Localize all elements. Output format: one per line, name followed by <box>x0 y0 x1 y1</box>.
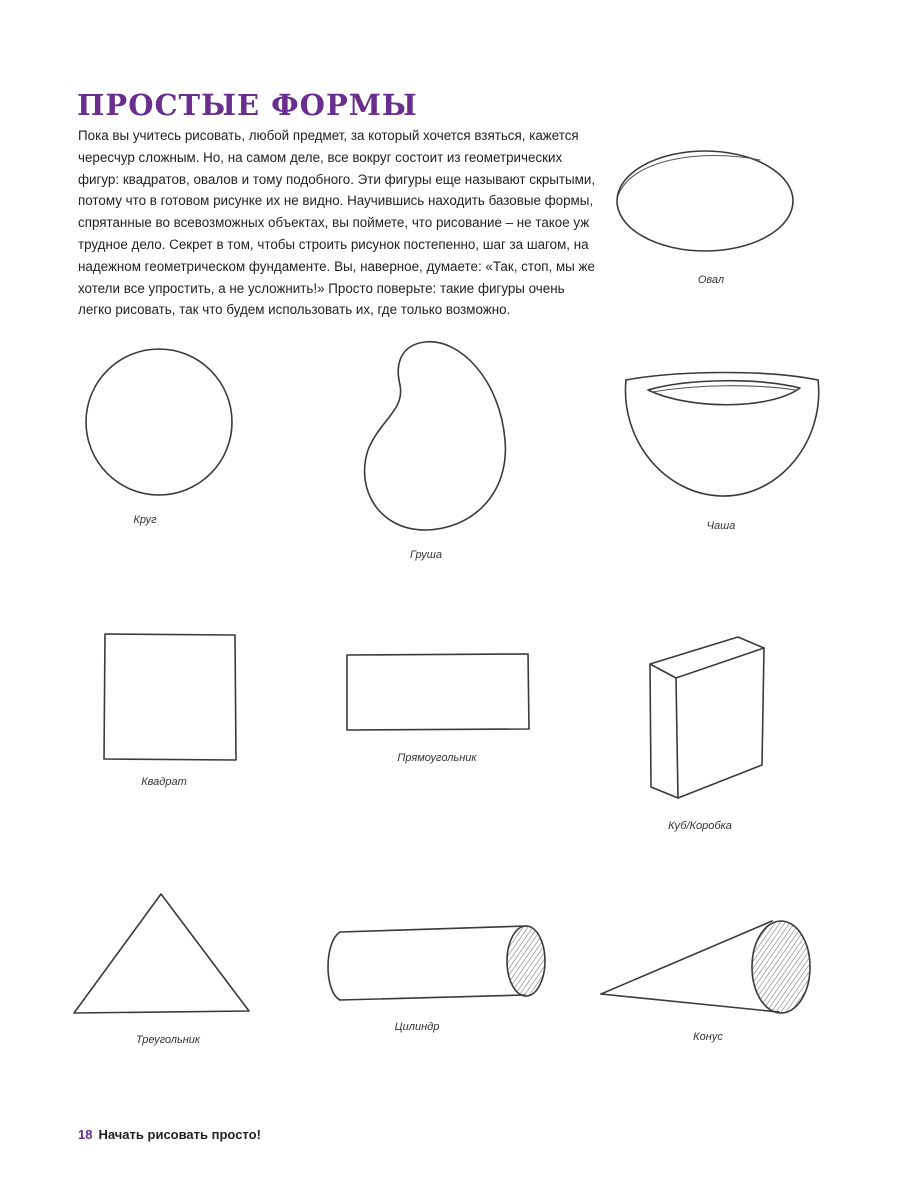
bowl-label: Чаша <box>706 520 736 532</box>
cone-label: Конус <box>693 1031 723 1043</box>
triangle-label: Треугольник <box>135 1034 201 1046</box>
page-number: 18 <box>78 1127 93 1142</box>
intro-paragraph: Пока вы учитесь рисовать, любой предмет, за который хочется взяться, кажется чересчур сложным. Но, на самом деле, все вокруг состоит из геометрических фигур: квадратов, овалов и тому подобного. Эти фигуры еще называют скрытыми, потому что в готовом рисунке их не видно. Научившись находить базовые формы, спрятанные во всевозможных объектах, вы поймете, что рисование – не такое уж трудное дело. Секрет в том, чтобы строить рисунок постепенно, шаг за шагом, на надежном геометрическом фундаменте. Вы, наверное, думаете: «Так, стоп, мы же хотели все упростить, а не усложнить!» Просто поверьте: такие фигуры очень легко рисовать, так что будем использовать их, где только возможно. <box>78 128 596 318</box>
page-footer <box>78 1127 261 1142</box>
circle-label: Круг <box>133 514 157 526</box>
book-title: Начать рисовать просто! <box>98 1127 261 1142</box>
square-label: Квадрат <box>141 776 187 788</box>
cylinder-label: Цилиндр <box>394 1021 440 1033</box>
pear-label: Груша <box>409 549 443 561</box>
oval-label: Овал <box>697 274 725 286</box>
rectangle-label: Прямоугольник <box>397 752 477 764</box>
cube-label: Куб/Коробка <box>668 820 732 832</box>
page-title: ПРОСТЫЕ ФОРМЫ <box>77 88 418 122</box>
